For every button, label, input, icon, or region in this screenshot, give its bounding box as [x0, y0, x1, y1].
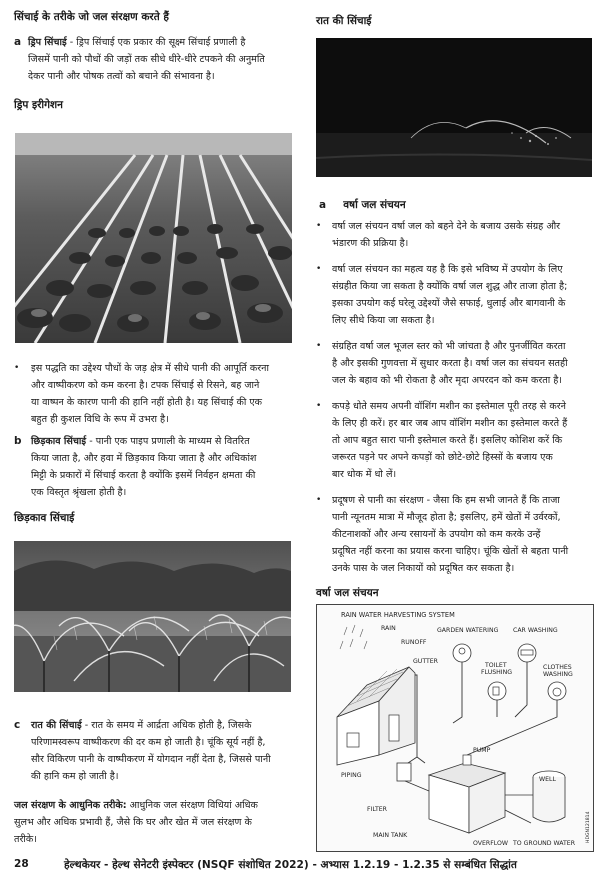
rwh-bullet	[316, 338, 600, 389]
sprinkler-line: मिट्टी के प्रकारों में सिंचाई करता है क्योंकि इसमें निर्वहन क्षमता की	[31, 470, 256, 481]
label-garden: GARDEN WATERING	[437, 627, 499, 634]
rwh-diagram-drawing	[317, 605, 593, 851]
drip-title: ड्रिप सिंचाई	[28, 37, 67, 48]
rwh-bullet-line: संग्रहीत किया जा सकता है क्योंकि वर्षा जल शुद्ध और ताजा होता है;	[332, 281, 568, 292]
label-ground-water: TO GROUND WATER	[513, 840, 575, 847]
rwh-bullet-line: प्रदूषित नहीं करना का प्रयास करना चाहिए। चूंकि खेतों से बहता पानी	[332, 546, 569, 557]
night-image-caption: रात की सिंचाई	[316, 15, 372, 27]
rwh-bullet-line: इसका उपयोग कई घरेलू उद्देश्यों जैसे सफाई, धुलाई और बागवानी के	[332, 298, 566, 309]
label-piping: PIPING	[341, 772, 362, 779]
modern-methods-paragraph	[14, 797, 304, 848]
night-irrigation-illustration	[316, 38, 592, 177]
drip-irrigation-photo	[15, 133, 292, 343]
rwh-bullet	[316, 492, 600, 577]
page-number: 28	[14, 858, 29, 870]
garden-watering-icon	[453, 644, 471, 662]
bullet-dot: •	[316, 221, 322, 231]
diagram-title: RAIN WATER HARVESTING SYSTEM	[341, 611, 455, 619]
rwh-bullet-line: जल के बहाव को भी रोकता है और मृदा अपरदन को कम करता है।	[332, 375, 563, 386]
label-runoff: RUNOFF	[401, 639, 427, 646]
sprinkler-line: - पानी एक पाइप प्रणाली के माध्यम से वितरित	[86, 436, 250, 447]
rwh-bullet	[316, 398, 600, 483]
drip-marker: a	[14, 36, 22, 48]
sprinkler-image-caption: छिड़काव सिंचाई	[14, 512, 75, 524]
rwh-bullet-line: के लिए ही करें। हर बार जब आप वॉशिंग मशीन का इस्तेमाल करते हैं	[332, 418, 568, 429]
rwh-bullet-line: लिए सीधे किया जा सकता है।	[332, 315, 435, 326]
house-icon	[337, 667, 415, 765]
rwh-bullet-line: प्रदूषण से पानी का संरक्षण - जैसा कि हम सभी जानते हैं कि ताजा	[332, 495, 560, 506]
night-irrigation-photo	[316, 38, 592, 177]
sprinkler-title: छिड़काव सिंचाई	[31, 436, 87, 447]
sprinkler-paragraph	[14, 433, 304, 501]
footer-text: हेल्थकेयर - हेल्थ सेनेटरी इंस्पेक्टर (NSQF संशोधित 2022) - अभ्यास 1.2.19 - 1.2.35 से सम्बंधित सिद्धांत	[64, 859, 517, 871]
sprinkler-marker: b	[14, 435, 22, 447]
label-toilet-2: FLUSHING	[481, 669, 513, 676]
washing-machine-icon	[548, 682, 566, 700]
drip-image-caption: ड्रिप इरीगेशन	[14, 99, 64, 111]
night-line: परिणामस्वरूप वाष्पीकरण की दर कम हो जाती है। चूंकि सूर्य नहीं है,	[31, 737, 266, 748]
drip-irrigation-illustration	[15, 133, 292, 343]
section-heading-irrigation: सिंचाई के तरीके जो जल संरक्षण करते हैं	[14, 11, 169, 23]
filter-icon	[397, 763, 411, 781]
night-line: सौर विकिरण पानी के वाष्पीकरण में योगदान नहीं देता है, जिससे पानी	[31, 754, 271, 765]
night-line: की हानि कम हो जाती है।	[31, 771, 119, 782]
rwh-bullet-line: कीटनाशकों और अन्य रसायनों के उपयोग को कम करके उन्हें	[332, 529, 541, 540]
rwh-bullet-line: उनके पास के जल निकायों को प्रदूषित कर सकता है।	[332, 563, 515, 574]
sprinkler-line: किया जाता है, और हवा में छिड़काव किया जाता है और अधिकांश	[31, 453, 257, 464]
modern-line: सुलभ और अधिक प्रभावी हैं, जैसे कि घर और खेत में जल संरक्षण के	[14, 817, 252, 828]
modern-line: तरीके।	[14, 834, 37, 845]
label-well: WELL	[539, 776, 556, 783]
label-rain: RAIN	[381, 625, 396, 632]
label-pump: PUMP	[473, 747, 491, 754]
bullet-dot: •	[316, 341, 322, 351]
rwh-title: वर्षा जल संचयन	[343, 199, 406, 211]
rwh-bullet-line: है और इसकी गुणवत्ता में सुधार करता है। वर्षा जल का संचयन सतही	[332, 358, 568, 369]
diagram-caption: वर्षा जल संचयन	[316, 587, 379, 599]
drip-line: देकर पानी और पोषक तत्वों को बचाने की संभावना है।	[28, 71, 215, 82]
drip-paragraph	[14, 34, 299, 85]
rwh-bullet-line: कपड़े धोते समय अपनी वॉशिंग मशीन का इस्तेमाल पूरी तरह से करने	[332, 401, 566, 412]
rwh-bullet-line: वर्षा जल संचयन का महत्व यह है कि इसे भविष्य में उपयोग के लिए	[332, 264, 563, 275]
label-toilet-1: TOILET	[485, 662, 507, 669]
label-car: CAR WASHING	[513, 627, 558, 634]
rwh-bullet-line: बार धोक में धो लें।	[332, 469, 397, 480]
sprinkler-line: एक विस्तृत श्रृंखला होती है।	[31, 487, 127, 498]
bullet-dot: •	[316, 264, 322, 274]
bullet-dot: •	[316, 401, 322, 411]
rwh-diagram	[316, 604, 594, 852]
rwh-bullet-line: जरूरत पड़ने पर अपने कपड़ों को छोटे-छोटे हिस्सों के बजाय एक	[332, 452, 553, 463]
rwh-marker: a	[319, 199, 327, 211]
rwh-bullet-list	[316, 218, 600, 577]
label-clothes-2: WASHING	[543, 671, 573, 678]
drip-bullet	[14, 360, 304, 428]
label-main-tank: MAIN TANK	[373, 832, 408, 839]
night-title: रात की सिंचाई	[31, 720, 82, 731]
label-filter: FILTER	[367, 806, 387, 813]
label-overflow: OVERFLOW	[473, 840, 508, 847]
rwh-bullet-line: वर्षा जल संचयन वर्षा जल को बहने देने के बजाय उसके संग्रह और	[332, 221, 561, 232]
bullet-dot: •	[316, 495, 322, 505]
rwh-bullet-line: भंडारण की प्रक्रिया है।	[332, 238, 409, 249]
drip-bullet-line: बहुत ही कुशल विधि के रूप में उभरा है।	[31, 414, 169, 425]
rwh-heading	[319, 193, 406, 212]
drip-line: जिसमें पानी को पौधों की जड़ों तक सीधे धीरे-धीरे टपकने की अनुमति	[28, 54, 265, 65]
rwh-bullet-line: तो आप बहुत सारा पानी इस्तेमाल करते हैं। इसलिए कोशिश करें कि	[332, 435, 563, 446]
rwh-bullet-line: पानी न्यूनतम मात्रा में मौजूद होता है; इसलिए, हमें खेतों में उर्वरकों,	[332, 512, 561, 523]
label-gutter: GUTTER	[413, 658, 438, 665]
night-paragraph	[14, 717, 304, 785]
rain-icon	[340, 625, 367, 649]
sprinkler-illustration	[14, 541, 291, 692]
diagram-code: HDGN121814	[586, 811, 591, 843]
rwh-bullet	[316, 218, 600, 252]
modern-methods-title: जल संरक्षण के आधुनिक तरीके:	[14, 800, 127, 811]
modern-line: आधुनिक जल संरक्षण विधियां अधिक	[126, 800, 258, 811]
toilet-icon	[488, 682, 506, 700]
rwh-bullet-line: संग्रहित वर्षा जल भूजल स्तर को भी जांचता है और पुनर्जीवित करता	[332, 341, 566, 352]
night-line: - रात के समय में आर्द्रता अधिक होती है, जिसके	[81, 720, 252, 731]
drip-bullet-line: या वाष्पन के कारण पानी की हानि नहीं होती है। यह सिंचाई की एक	[31, 397, 263, 408]
bullet-dot: •	[14, 363, 20, 373]
drip-bullet-line: और वाष्पीकरण को कम करना है। टपक सिंचाई से रिसने, बह जाने	[31, 380, 260, 391]
night-marker: c	[14, 719, 21, 731]
drip-bullet-line: इस पद्धति का उद्देश्य पौधों के जड़ क्षेत्र में सीधे पानी की आपूर्ति करना	[31, 363, 269, 374]
drip-line: - ड्रिप सिंचाई एक प्रकार की सूक्ष्म सिंचाई प्रणाली है	[66, 37, 246, 48]
rwh-bullet	[316, 261, 600, 329]
label-clothes-1: CLOTHES	[543, 664, 572, 671]
main-tank-icon	[429, 755, 505, 833]
sprinkler-irrigation-photo	[14, 541, 291, 692]
